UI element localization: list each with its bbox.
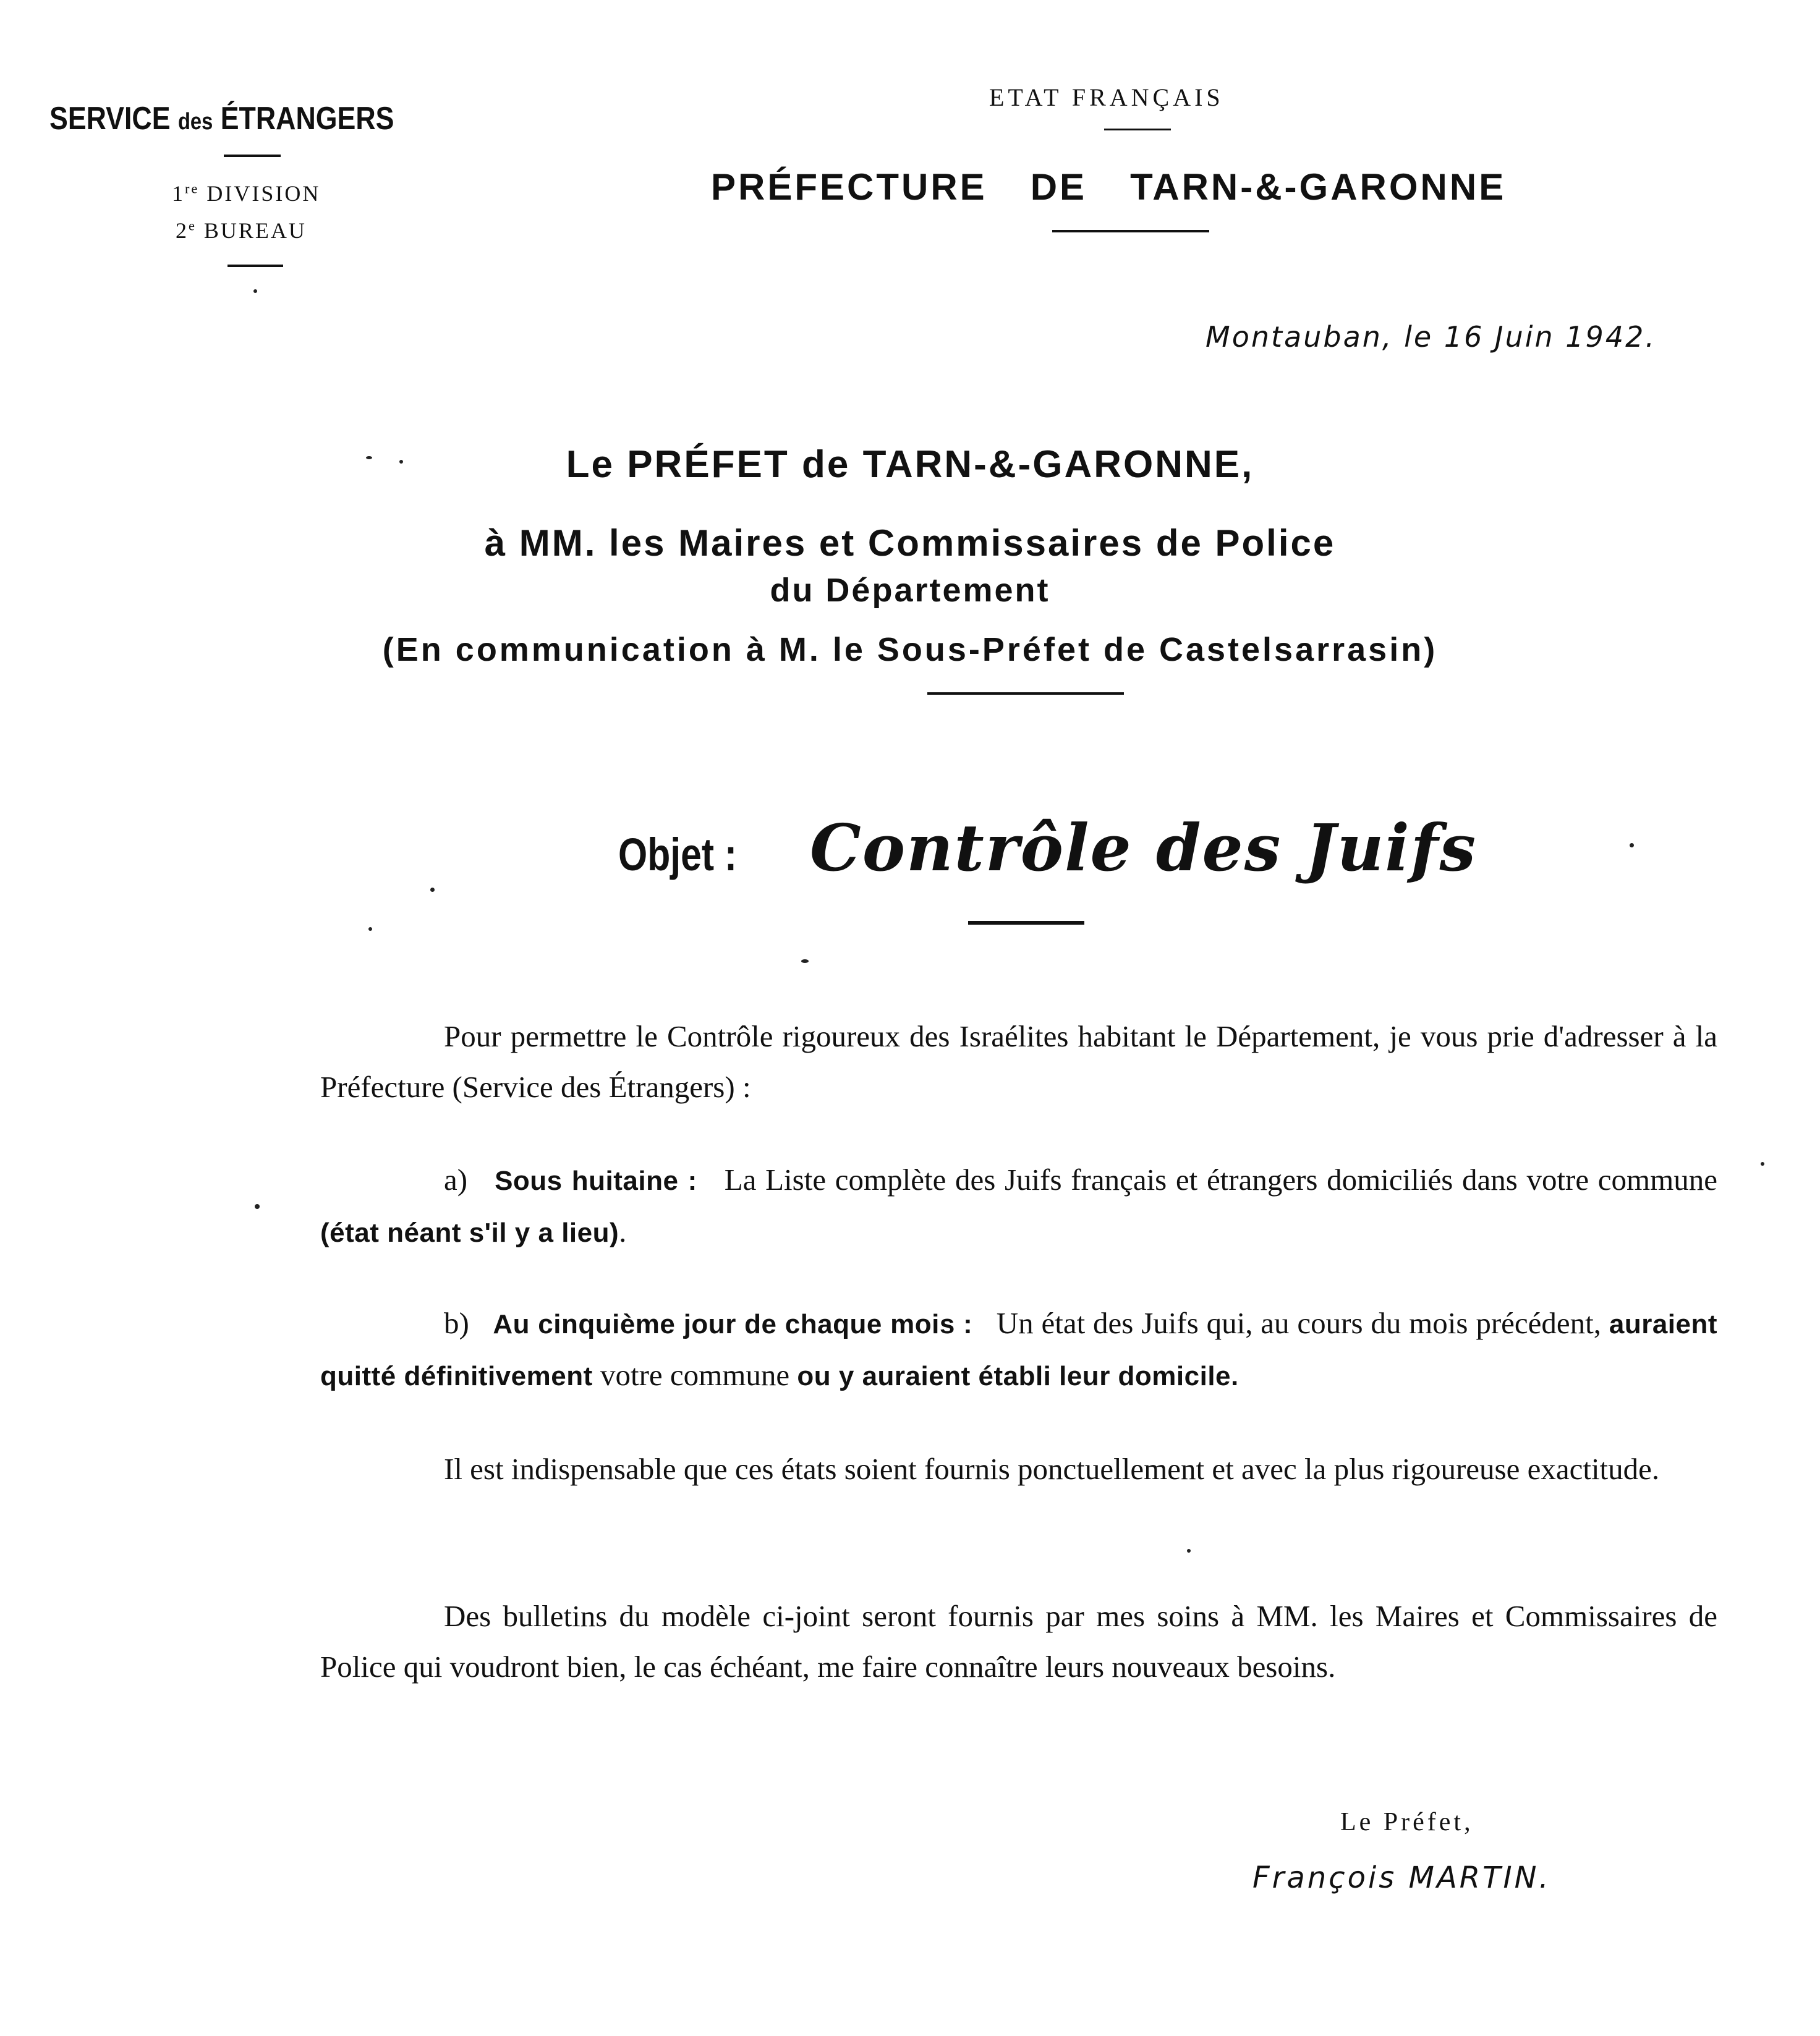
item-a-lead: Sous huitaine :: [495, 1166, 697, 1196]
service-des: des: [177, 109, 213, 135]
subject-label: Objet :: [618, 829, 738, 880]
body-item-a: [320, 1155, 1717, 1258]
scan-speck: [1761, 1162, 1764, 1166]
division-label: DIVISION: [206, 181, 321, 206]
bureau-number: 2: [176, 218, 189, 243]
recipients-line: à MM. les Maires et Commissaires de Police: [484, 522, 1336, 564]
body-paragraph-bulletins: [320, 1591, 1717, 1692]
service-etrangers: ÉTRANGERS: [220, 101, 394, 137]
bureau-label: BUREAU: [203, 218, 307, 243]
item-a-text: La Liste complète des Juifs français et étrangers domiciliés dans votre commune: [724, 1163, 1718, 1197]
scan-speck: [366, 456, 372, 459]
body-paragraph-requirement: [320, 1444, 1717, 1495]
department-line: du Département: [770, 572, 1050, 609]
scan-speck: [430, 888, 435, 892]
service-word: SERVICE: [49, 101, 171, 137]
service-divider: [224, 155, 281, 157]
prefecture-de: DE: [1030, 166, 1087, 208]
prefecture-department: TARN-&-GARONNE: [1130, 166, 1507, 208]
item-a-note: (état néant s'il y a lieu): [320, 1218, 619, 1248]
scan-speck: [399, 460, 403, 464]
scan-speck: [1187, 1549, 1191, 1553]
scan-speck: [255, 1204, 260, 1209]
body-item-b: [320, 1298, 1717, 1402]
requirement-text: Il est indispensable que ces états soient fournis ponctuellement et avec la plus rigoureuse exactitude.: [444, 1452, 1660, 1486]
sender-line: Le PRÉFET de TARN-&-GARONNE,: [566, 443, 1254, 486]
state-heading: ETAT FRANÇAIS: [989, 83, 1224, 111]
division-number: 1: [172, 181, 185, 206]
bureau-superscript: e: [189, 218, 197, 234]
item-a-end: .: [619, 1215, 627, 1249]
bureau-line: [176, 218, 307, 244]
bureau-divider: [228, 265, 283, 267]
scan-speck: [253, 289, 257, 293]
bulletins-text: Des bulletins du modèle ci-joint seront fournis par mes soins à MM. les Maires et Commissaires de Police qui voudront bien, le cas échéant, me faire connaître leurs nouveaux besoins.: [320, 1599, 1717, 1684]
prefecture-heading: [711, 166, 1506, 208]
item-b-emphasis-2: ou y auraient établi leur domicile.: [797, 1361, 1239, 1391]
signer-title: Le Préfet,: [1340, 1808, 1474, 1836]
scan-speck: [1630, 843, 1634, 847]
item-a-marker: a): [444, 1163, 468, 1197]
item-b-emphasis: auraient quitté définitivement: [320, 1309, 1718, 1391]
body-paragraph-intro: [320, 1011, 1717, 1113]
division-line: [172, 180, 320, 206]
prefecture-divider: [1052, 230, 1209, 232]
item-b-marker: b): [444, 1306, 469, 1340]
scan-speck: [368, 927, 372, 931]
communication-line: (En communication à M. le Sous-Préfet de Castelsarrasin): [382, 631, 1438, 668]
item-b-lead: Au cinquième jour de chaque mois :: [493, 1309, 973, 1339]
subject-divider: [968, 921, 1084, 925]
scan-speck: [801, 959, 809, 963]
intro-text: Pour permettre le Contrôle rigoureux des Israélites habitant le Département, je vous prie d'adresser à la Préfecture (Service des Étrangers) :: [320, 1019, 1717, 1104]
item-b-text: Un état des Juifs qui, au cours du mois précédent,: [996, 1306, 1601, 1340]
service-title: [49, 100, 406, 137]
prefecture-word: PRÉFECTURE: [711, 166, 987, 208]
item-b-text-2: votre commune: [600, 1358, 790, 1392]
date-line: Montauban, le 16 Juin 1942.: [1206, 320, 1656, 354]
division-superscript: re: [185, 180, 200, 197]
state-divider: [1104, 129, 1171, 130]
address-divider: [927, 692, 1124, 695]
signer-name: François MARTIN.: [1252, 1860, 1551, 1895]
subject-title: Contrôle des Juifs: [810, 810, 1478, 886]
